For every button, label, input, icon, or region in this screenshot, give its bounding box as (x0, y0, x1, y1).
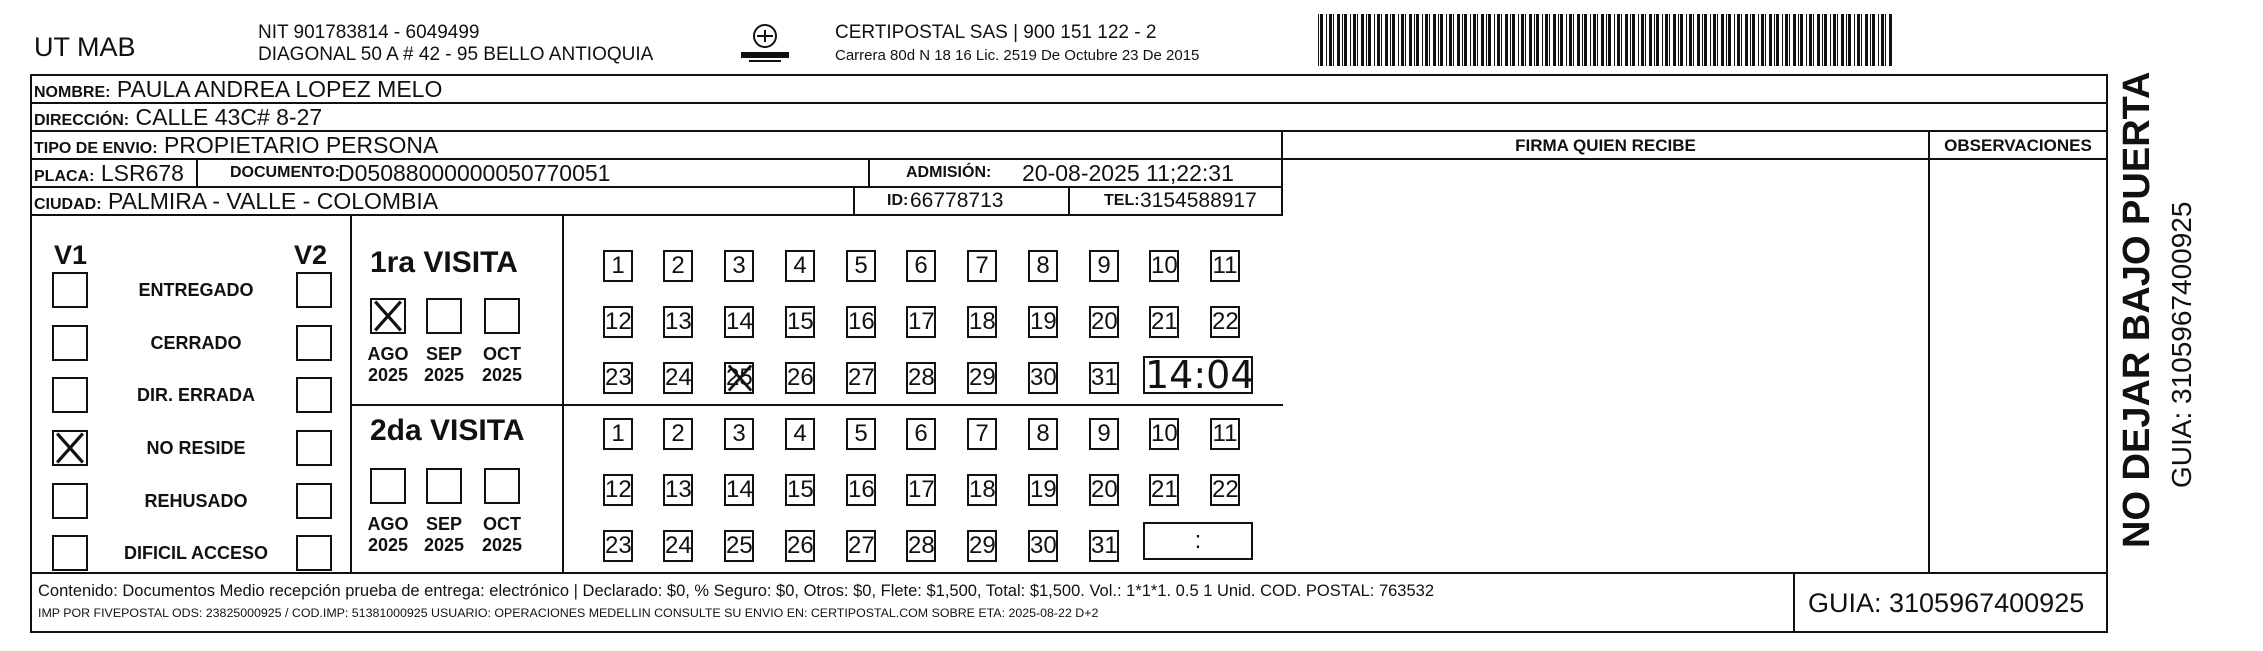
visit2-month-label: OCT 2025 (481, 514, 523, 555)
visit2-day-box[interactable]: 24 (663, 530, 693, 562)
footer-contents: Contenido: Documentos Medio recepción prueba de entrega: electrónico | Declarado: $0, % Seguro: $0, Otros: $0, Flete: $1,500, Total: $1,500. Vol.: 1*1*1. 0.5 1 Unid. COD. POSTAL: 763532 (38, 582, 1435, 600)
visit1-day-box[interactable]: 24 (663, 362, 693, 394)
visit2-day-box[interactable]: 31 (1089, 530, 1119, 562)
recipient-address: CALLE 43C# 8-27 (135, 104, 323, 130)
side-warning: NO DEJAR BAJO PUERTA (2116, 71, 2158, 548)
visit1-day-box[interactable]: 2 (663, 250, 693, 282)
visit2-month-checkbox[interactable] (370, 468, 406, 504)
city-label: CIUDAD: (34, 196, 102, 213)
visit2-day-box[interactable]: 30 (1028, 530, 1058, 562)
v2-checkbox[interactable] (296, 535, 332, 571)
shipment-type-row (30, 132, 1283, 160)
shipment-type: PROPIETARIO PERSONA (163, 132, 439, 158)
city-row (30, 188, 1283, 216)
visit1-day-box[interactable]: 9 (1089, 250, 1119, 282)
visit1-time-field[interactable]: 14:04 (1145, 353, 1255, 397)
v1-checkbox[interactable] (52, 430, 88, 466)
id-number: 66778713 (910, 189, 1004, 212)
visit1-day-box[interactable]: 6 (906, 250, 936, 282)
admission: 20-08-2025 11;22:31 (1022, 160, 1234, 186)
courier-logo (735, 22, 795, 66)
visit1-day-box[interactable]: 10 (1149, 250, 1179, 282)
visit2-day-box[interactable]: 12 (603, 474, 633, 506)
visit1-day-box[interactable]: 18 (967, 306, 997, 338)
visit1-day-box[interactable]: 8 (1028, 250, 1058, 282)
visit1-day-box[interactable]: 29 (967, 362, 997, 394)
visit1-day-box[interactable]: 13 (663, 306, 693, 338)
visit2-day-box[interactable]: 26 (785, 530, 815, 562)
visit2-day-box[interactable]: 8 (1028, 418, 1058, 450)
phone: 3154588917 (1140, 189, 1257, 212)
courier-name: CERTIPOSTAL SAS | 900 151 122 - 2 (835, 22, 1157, 43)
v1-checkbox[interactable] (52, 325, 88, 361)
visit1-day-box[interactable]: 20 (1089, 306, 1119, 338)
visit2-day-box[interactable]: 7 (967, 418, 997, 450)
visit2-day-box[interactable]: 20 (1089, 474, 1119, 506)
side-guide: GUIA: 3105967400925 (2166, 201, 2197, 488)
plate: LSR678 (100, 160, 184, 186)
courier-address: Carrera 80d N 18 16 Lic. 2519 De Octubre 23 De 2015 (835, 47, 1200, 64)
footer-guide: GUIA: 3105967400925 (1808, 588, 2085, 618)
visit1-month-checkbox[interactable] (426, 298, 462, 334)
visit2-day-box[interactable]: 14 (724, 474, 754, 506)
visit1-day-box[interactable]: 25 (724, 362, 754, 394)
visit1-month-label: SEP 2025 (423, 344, 465, 385)
visit2-day-box[interactable]: 4 (785, 418, 815, 450)
visit1-month-checkbox[interactable] (484, 298, 520, 334)
visit1-day-box[interactable]: 21 (1149, 306, 1179, 338)
phone-label: TEL: (1104, 192, 1140, 209)
v2-checkbox[interactable] (296, 430, 332, 466)
visit1-day-box[interactable]: 23 (603, 362, 633, 394)
visit2-day-box[interactable]: 17 (906, 474, 936, 506)
v1-checkbox[interactable] (52, 377, 88, 413)
visit2-day-box[interactable]: 9 (1089, 418, 1119, 450)
visit1-day-box[interactable]: 4 (785, 250, 815, 282)
visit2-day-box[interactable]: 19 (1028, 474, 1058, 506)
document: D05088000000050770051 (338, 160, 611, 186)
visit1-day-box[interactable]: 14 (724, 306, 754, 338)
plate-label: PLACA: (34, 168, 95, 185)
barcode (1318, 14, 1895, 66)
document-label: DOCUMENTO: (230, 164, 340, 181)
visit1-day-box[interactable]: 27 (846, 362, 876, 394)
status-option: REHUSADO (144, 491, 248, 511)
signature-header: FIRMA QUIEN RECIBE (1283, 132, 1928, 160)
visit1-day-box[interactable]: 28 (906, 362, 936, 394)
visit1-day-box[interactable]: 1 (603, 250, 633, 282)
visit1-day-box[interactable]: 11 (1210, 250, 1240, 282)
visit2-day-box[interactable]: 27 (846, 530, 876, 562)
visit2-month-label: SEP 2025 (423, 514, 465, 555)
visit1-day-box[interactable]: 22 (1210, 306, 1240, 338)
visit1-day-box[interactable]: 17 (906, 306, 936, 338)
visit1-month-label: AGO 2025 (367, 344, 409, 385)
recipient-name: PAULA ANDREA LOPEZ MELO (116, 76, 443, 102)
visit2-day-box[interactable]: 2 (663, 418, 693, 450)
visit2-month-checkbox[interactable] (426, 468, 462, 504)
v2-header: V2 (294, 240, 328, 270)
visit2-day-box[interactable]: 1 (603, 418, 633, 450)
status-option: CERRADO (150, 333, 242, 353)
address-row (30, 104, 2108, 132)
visit1-day-box[interactable]: 3 (724, 250, 754, 282)
status-option: DIR. ERRADA (136, 385, 255, 405)
visit1-month-label: OCT 2025 (481, 344, 523, 385)
v2-checkbox[interactable] (296, 483, 332, 519)
name-label: NOMBRE: (34, 84, 111, 101)
visit2-day-box[interactable]: 11 (1210, 418, 1240, 450)
id-label: ID: (887, 192, 909, 209)
visit1-day-box[interactable]: 16 (846, 306, 876, 338)
company-address: DIAGONAL 50 A # 42 - 95 BELLO ANTIOQUIA (258, 44, 654, 65)
visit1-day-box[interactable]: 12 (603, 306, 633, 338)
v2-checkbox[interactable] (296, 377, 332, 413)
visit1-day-box[interactable]: 5 (846, 250, 876, 282)
v1-checkbox[interactable] (52, 483, 88, 519)
footer-imp: IMP POR FIVEPOSTAL ODS: 23825000925 / COD.IMP: 51381000925 USUARIO: OPERACIONES MEDELLIN CONSULTE SU ENVIO EN: CERTIPOSTAL.COM SOBRE ETA: 2025-08-22 D+2 (38, 606, 1099, 620)
visit2-day-box[interactable]: 16 (846, 474, 876, 506)
signature-area[interactable] (1285, 162, 1927, 572)
v2-checkbox[interactable] (296, 325, 332, 361)
company-nit: NIT 901783814 - 6049499 (258, 22, 480, 43)
visit1-day-box[interactable]: 30 (1028, 362, 1058, 394)
visit2-day-box[interactable]: 5 (846, 418, 876, 450)
company-name: UT MAB (34, 32, 136, 62)
address-label: DIRECCIÓN: (34, 112, 130, 129)
visit2-day-box[interactable]: 10 (1149, 418, 1179, 450)
visit2-day-box[interactable]: 21 (1149, 474, 1179, 506)
status-option: ENTREGADO (138, 280, 254, 300)
visit2-month-label: AGO 2025 (367, 514, 409, 555)
visit2-month-checkbox[interactable] (484, 468, 520, 504)
observations-header: OBSERVACIONES (1928, 132, 2106, 160)
status-option: NO RESIDE (146, 438, 246, 458)
visit2-day-box[interactable]: 28 (906, 530, 936, 562)
shipment-type-label: TIPO DE ENVIO: (34, 140, 158, 157)
name-row (30, 76, 2108, 104)
visit2-day-box[interactable]: 23 (603, 530, 633, 562)
status-option: DIFICIL ACCESO (123, 543, 268, 563)
visit2-day-box[interactable]: 18 (967, 474, 997, 506)
visit2-day-box[interactable]: 3 (724, 418, 754, 450)
visit1-day-box[interactable]: 19 (1028, 306, 1058, 338)
visit1-day-box[interactable]: 15 (785, 306, 815, 338)
v1-checkbox[interactable] (52, 272, 88, 308)
city: PALMIRA - VALLE - COLOMBIA (107, 188, 439, 214)
admission-label: ADMISIÓN: (906, 164, 992, 181)
visit2-day-box[interactable]: 6 (906, 418, 936, 450)
visit1-day-box[interactable]: 31 (1089, 362, 1119, 394)
visit1-title: 1ra VISITA (370, 246, 518, 279)
observations-area[interactable] (1930, 162, 2106, 572)
v1-header: V1 (54, 240, 88, 270)
visit2-day-box[interactable]: 25 (724, 530, 754, 562)
visit2-day-box[interactable]: 15 (785, 474, 815, 506)
v1-checkbox[interactable] (52, 535, 88, 571)
visit2-day-box[interactable]: 22 (1210, 474, 1240, 506)
visit1-day-box[interactable]: 26 (785, 362, 815, 394)
visit2-time-field[interactable]: : (1143, 522, 1253, 560)
visit1-day-box[interactable]: 7 (967, 250, 997, 282)
visit2-day-box[interactable]: 13 (663, 474, 693, 506)
v2-checkbox[interactable] (296, 272, 332, 308)
visit2-day-box[interactable]: 29 (967, 530, 997, 562)
visit2-title: 2da VISITA (370, 414, 525, 447)
visit1-month-checkbox[interactable] (370, 298, 406, 334)
plate-row (30, 160, 1283, 188)
